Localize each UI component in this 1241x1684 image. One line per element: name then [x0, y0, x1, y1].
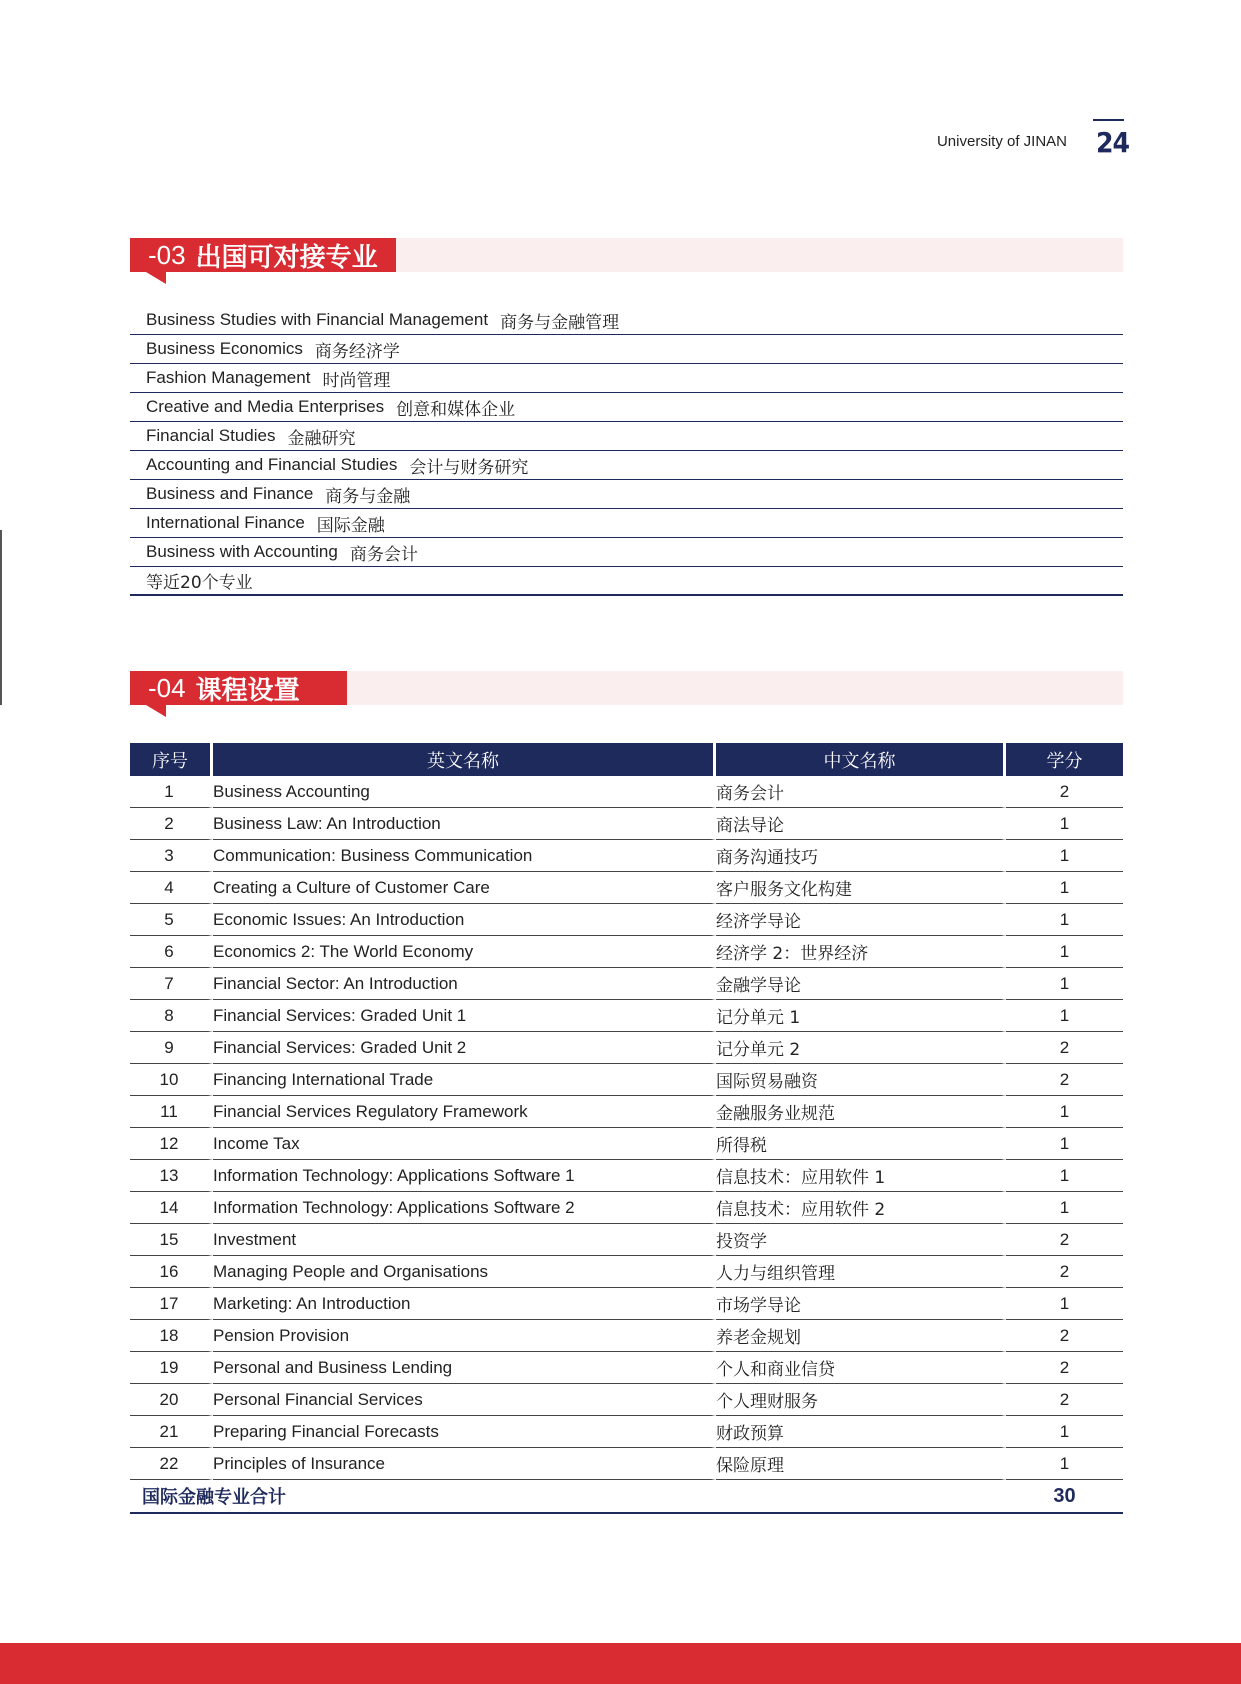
- list-item: 等近20个专业: [130, 567, 1123, 596]
- table-row: [130, 1448, 1123, 1480]
- table-row: [130, 1096, 1123, 1128]
- course-credits: 1: [1006, 1128, 1123, 1160]
- table-row: [130, 904, 1123, 936]
- course-number: 17: [130, 1288, 213, 1320]
- course-english-name: Income Tax: [213, 1128, 716, 1160]
- course-english-name: Business Law: An Introduction: [213, 808, 716, 840]
- course-chinese-name: 所得税: [716, 1128, 1006, 1160]
- table-row: [130, 776, 1123, 808]
- course-number: 22: [130, 1448, 213, 1480]
- table-row: [130, 936, 1123, 968]
- course-number: 9: [130, 1032, 213, 1064]
- course-credits: 1: [1006, 840, 1123, 872]
- course-number: 16: [130, 1256, 213, 1288]
- course-chinese-name: 信息技术：应用软件 2: [716, 1192, 1006, 1224]
- column-header-credits: 学分: [1006, 743, 1123, 776]
- course-number: 14: [130, 1192, 213, 1224]
- list-item: Business with Accounting 商务会计: [130, 538, 1123, 567]
- course-chinese-name: 人力与组织管理: [716, 1256, 1006, 1288]
- section-3-title: 出国可对接专业: [195, 242, 378, 273]
- course-credits: 2: [1006, 1032, 1123, 1064]
- course-english-name: Financial Services Regulatory Framework: [213, 1096, 716, 1128]
- course-credits: 1: [1006, 1416, 1123, 1448]
- table-row: [130, 1384, 1123, 1416]
- course-english-name: Creating a Culture of Customer Care: [213, 872, 716, 904]
- course-credits: 2: [1006, 1320, 1123, 1352]
- footer-bar: [0, 1643, 1241, 1684]
- course-english-name: Financial Services: Graded Unit 2: [213, 1032, 716, 1064]
- table-row: [130, 840, 1123, 872]
- column-header-english-name: 英文名称: [213, 743, 716, 776]
- section-3-tag-tail: [146, 272, 166, 284]
- course-number: 5: [130, 904, 213, 936]
- course-credits: 2: [1006, 1256, 1123, 1288]
- table-row: [130, 1256, 1123, 1288]
- course-chinese-name: 记分单元 1: [716, 1000, 1006, 1032]
- course-number: 21: [130, 1416, 213, 1448]
- course-number: 20: [130, 1384, 213, 1416]
- course-credits: 1: [1006, 968, 1123, 1000]
- course-english-name: Financial Services: Graded Unit 1: [213, 1000, 716, 1032]
- course-chinese-name: 国际贸易融资: [716, 1064, 1006, 1096]
- course-chinese-name: 商法导论: [716, 808, 1006, 840]
- course-credits: 1: [1006, 808, 1123, 840]
- course-english-name: Pension Provision: [213, 1320, 716, 1352]
- course-chinese-name: 市场学导论: [716, 1288, 1006, 1320]
- header-rule: [1093, 119, 1124, 121]
- course-credits: 1: [1006, 1096, 1123, 1128]
- course-english-name: Information Technology: Applications Software 1: [213, 1160, 716, 1192]
- course-credits: 1: [1006, 936, 1123, 968]
- course-chinese-name: 养老金规划: [716, 1320, 1006, 1352]
- table-row: [130, 1000, 1123, 1032]
- course-english-name: Information Technology: Applications Software 2: [213, 1192, 716, 1224]
- table-row: [130, 968, 1123, 1000]
- list-item: Accounting and Financial Studies 会计与财务研究: [130, 451, 1123, 480]
- course-number: 7: [130, 968, 213, 1000]
- major-list: [130, 306, 1123, 596]
- course-chinese-name: 经济学 2：世界经济: [716, 936, 1006, 968]
- column-header-chinese-name: 中文名称: [716, 743, 1006, 776]
- course-credits: 1: [1006, 1192, 1123, 1224]
- table-row: [130, 1064, 1123, 1096]
- total-label: 国际金融专业合计: [130, 1480, 1006, 1514]
- course-credits: 2: [1006, 1064, 1123, 1096]
- course-english-name: Managing People and Organisations: [213, 1256, 716, 1288]
- section-4-title: 课程设置: [195, 675, 300, 706]
- course-credits: 1: [1006, 872, 1123, 904]
- list-item: Fashion Management 时尚管理: [130, 364, 1123, 393]
- course-chinese-name: 记分单元 2: [716, 1032, 1006, 1064]
- course-credits: 1: [1006, 1160, 1123, 1192]
- course-credits: 1: [1006, 1448, 1123, 1480]
- table-row: [130, 808, 1123, 840]
- course-english-name: Principles of Insurance: [213, 1448, 716, 1480]
- total-credits: 30: [1006, 1480, 1123, 1514]
- course-english-name: Preparing Financial Forecasts: [213, 1416, 716, 1448]
- course-credits: 2: [1006, 1352, 1123, 1384]
- course-number: 1: [130, 776, 213, 808]
- course-credits: 2: [1006, 1384, 1123, 1416]
- table-row: [130, 1128, 1123, 1160]
- course-chinese-name: 财政预算: [716, 1416, 1006, 1448]
- course-number: 10: [130, 1064, 213, 1096]
- table-row: [130, 1160, 1123, 1192]
- course-english-name: Business Accounting: [213, 776, 716, 808]
- section-3-number: -03: [148, 239, 186, 270]
- list-item: Business Studies with Financial Management 商务与金融管理: [130, 306, 1123, 335]
- course-english-name: Financing International Trade: [213, 1064, 716, 1096]
- section-4-number: -04: [148, 672, 186, 703]
- course-number: 11: [130, 1096, 213, 1128]
- list-item: Business and Finance 商务与金融: [130, 480, 1123, 509]
- list-item: Business Economics 商务经济学: [130, 335, 1123, 364]
- course-chinese-name: 金融学导论: [716, 968, 1006, 1000]
- course-number: 15: [130, 1224, 213, 1256]
- course-chinese-name: 个人理财服务: [716, 1384, 1006, 1416]
- course-credits: 1: [1006, 1000, 1123, 1032]
- course-chinese-name: 商务沟通技巧: [716, 840, 1006, 872]
- course-credits: 1: [1006, 1288, 1123, 1320]
- course-english-name: Marketing: An Introduction: [213, 1288, 716, 1320]
- course-chinese-name: 客户服务文化构建: [716, 872, 1006, 904]
- section-3-heading: [130, 238, 396, 272]
- column-header-number: 序号: [130, 743, 213, 776]
- course-number: 13: [130, 1160, 213, 1192]
- side-edge-mark: [0, 530, 2, 705]
- course-english-name: Personal and Business Lending: [213, 1352, 716, 1384]
- section-4-heading: [130, 671, 347, 705]
- table-row: [130, 1192, 1123, 1224]
- table-row: [130, 1320, 1123, 1352]
- course-credits: 2: [1006, 1224, 1123, 1256]
- course-english-name: Economics 2: The World Economy: [213, 936, 716, 968]
- course-chinese-name: 信息技术：应用软件 1: [716, 1160, 1006, 1192]
- course-credits: 2: [1006, 776, 1123, 808]
- course-number: 12: [130, 1128, 213, 1160]
- course-chinese-name: 个人和商业信贷: [716, 1352, 1006, 1384]
- course-credits: 1: [1006, 904, 1123, 936]
- section-4-tag-tail: [146, 705, 166, 717]
- course-english-name: Personal Financial Services: [213, 1384, 716, 1416]
- course-chinese-name: 商务会计: [716, 776, 1006, 808]
- course-chinese-name: 保险原理: [716, 1448, 1006, 1480]
- list-item: Creative and Media Enterprises 创意和媒体企业: [130, 393, 1123, 422]
- course-english-name: Communication: Business Communication: [213, 840, 716, 872]
- list-item: International Finance 国际金融: [130, 509, 1123, 538]
- list-item: Financial Studies 金融研究: [130, 422, 1123, 451]
- course-table: [130, 743, 1123, 1514]
- course-number: 2: [130, 808, 213, 840]
- university-name: University of JINAN: [936, 133, 1067, 150]
- table-row: [130, 1224, 1123, 1256]
- course-number: 18: [130, 1320, 213, 1352]
- table-row: [130, 1416, 1123, 1448]
- course-english-name: Economic Issues: An Introduction: [213, 904, 716, 936]
- table-row: [130, 872, 1123, 904]
- course-chinese-name: 经济学导论: [716, 904, 1006, 936]
- page-number: 24: [1096, 126, 1130, 159]
- course-number: 6: [130, 936, 213, 968]
- table-row: [130, 1352, 1123, 1384]
- course-chinese-name: 金融服务业规范: [716, 1096, 1006, 1128]
- course-english-name: Investment: [213, 1224, 716, 1256]
- course-chinese-name: 投资学: [716, 1224, 1006, 1256]
- course-english-name: Financial Sector: An Introduction: [213, 968, 716, 1000]
- course-number: 8: [130, 1000, 213, 1032]
- course-number: 19: [130, 1352, 213, 1384]
- course-number: 4: [130, 872, 213, 904]
- table-row: [130, 1288, 1123, 1320]
- course-number: 3: [130, 840, 213, 872]
- table-header-row: [130, 743, 1123, 776]
- table-total-row: [130, 1480, 1123, 1514]
- table-row: [130, 1032, 1123, 1064]
- course-table-body: [130, 776, 1123, 1480]
